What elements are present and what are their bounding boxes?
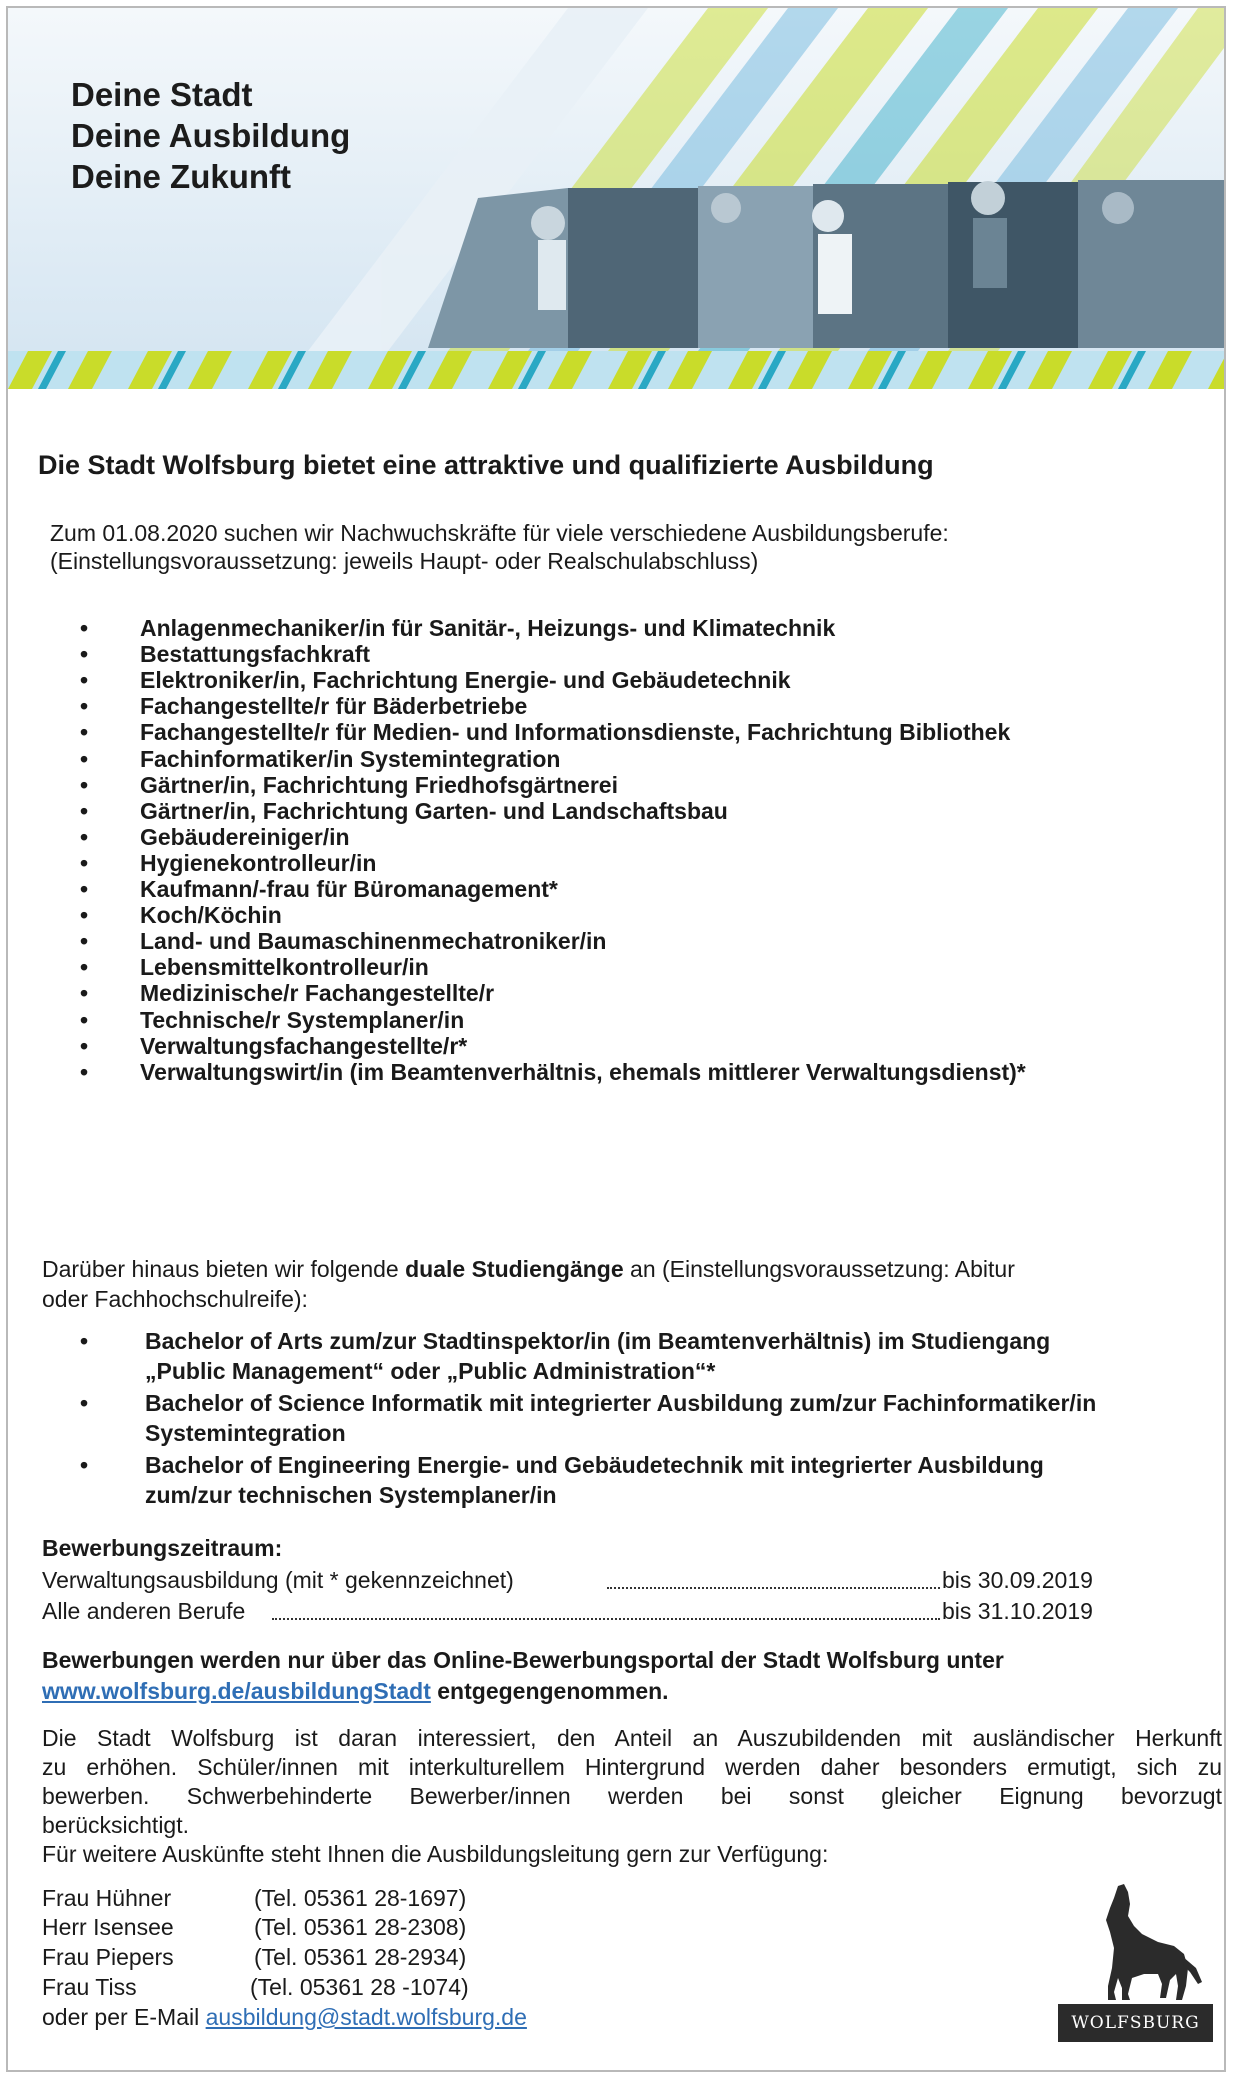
job-title: Medizinische/r Fachangestellte/r (140, 980, 495, 1007)
period-date: bis 31.10.2019 (942, 1598, 1093, 1624)
bullet-icon: • (80, 745, 89, 772)
photo-strip (428, 180, 1224, 348)
bullet-icon: • (80, 1032, 89, 1059)
bullet-icon: • (80, 902, 89, 929)
online-text: entgegengenommen. (430, 1678, 669, 1704)
dot-leader (272, 1618, 940, 1620)
wolfsburg-logo (1058, 1882, 1213, 2037)
job-title: Bestattungsfachkraft (140, 641, 371, 668)
application-portal-link[interactable]: www.wolfsburg.de/ausbildungStadt (42, 1678, 431, 1704)
study-title-line: zum/zur technischen Systemplaner/in (145, 1482, 557, 1508)
email-link[interactable]: ausbildung@stadt.wolfsburg.de (205, 2004, 527, 2030)
wolf-icon (1058, 1882, 1213, 2004)
contact-name: Herr Isensee (42, 1914, 174, 1940)
bullet-icon: • (80, 954, 89, 981)
period-label: Alle anderen Berufe (42, 1598, 246, 1624)
intro-line: Zum 01.08.2020 suchen wir Nachwuchskräfte für viele verschiedene Ausbildungsberufe: (50, 520, 949, 546)
tagline-line: Deine Ausbildung (71, 117, 351, 154)
job-title: Gebäudereiniger/in (140, 823, 350, 850)
dot-leader (607, 1587, 940, 1589)
study-title (145, 1388, 1220, 1448)
job-title: Gärtner/in, Fachrichtung Garten- und Landschaftsbau (140, 797, 728, 824)
period-date: bis 30.09.2019 (942, 1567, 1093, 1593)
job-title: Verwaltungsfachangestellte/r* (140, 1032, 468, 1059)
studies-intro (42, 1254, 1192, 1314)
bullet-icon: • (80, 797, 89, 824)
logo-wordmark: WOLFSBURG (1058, 2004, 1213, 2042)
bullet-icon: • (80, 667, 89, 694)
ad-frame (6, 6, 1226, 2072)
bullet-icon: • (80, 849, 89, 876)
contact-phone: (Tel. 05361 28 -1074) (250, 1974, 469, 2000)
study-title-line: Bachelor of Engineering Energie- und Gebäudetechnik mit integrierter Ausbildung (145, 1452, 1044, 1478)
job-title: Anlagenmechaniker/in für Sanitär-, Heizungs- und Klimatechnik (140, 615, 836, 641)
study-title-line: Systemintegration (145, 1420, 346, 1446)
contact-phone: (Tel. 05361 28-2308) (254, 1914, 467, 1940)
bullet-icon: • (80, 641, 89, 668)
bullet-icon: • (80, 693, 89, 720)
email-line (42, 2002, 527, 2032)
online-line: Bewerbungen werden nur über das Online-Bewerbungsportal der Stadt Wolfsburg unter (42, 1647, 1004, 1673)
contact-phone: (Tel. 05361 28-2934) (254, 1944, 467, 1970)
info-paragraph (42, 1724, 1222, 1869)
info-line: zu erhöhen. Schüler/innen mit interkulturellem Hintergrund werden daher besonders ermutigt, sich zu (42, 1754, 1222, 1780)
job-title: Lebensmittelkontrolleur/in (140, 954, 429, 981)
tagline-line: Deine Zukunft (71, 158, 291, 195)
contact-name: Frau Tiss (42, 1974, 137, 2000)
study-title-line: Bachelor of Science Informatik mit integrierter Ausbildung zum/zur Fachinformatiker/in (145, 1390, 1097, 1416)
bullet-icon: • (80, 1390, 89, 1416)
study-title (145, 1326, 1220, 1386)
period-row (42, 1565, 1102, 1595)
studies-intro-text: an (Einstellungsvoraussetzung: Abitur (623, 1256, 1015, 1282)
header-banner (8, 8, 1224, 392)
info-line: berücksichtigt. (42, 1812, 190, 1838)
job-title: Hygienekontrolleur/in (140, 849, 377, 876)
online-line (42, 1676, 1004, 1707)
bullet-icon: • (80, 876, 89, 902)
studies-intro-text: Darüber hinaus bieten wir folgende (42, 1256, 406, 1282)
email-prefix: oder per E-Mail (42, 2004, 206, 2030)
banner-graphic (8, 8, 1224, 392)
job-title: Technische/r Systemplaner/in (140, 1006, 465, 1033)
studies-intro-bold: duale Studiengänge (405, 1256, 624, 1282)
bullet-icon: • (80, 771, 89, 798)
study-title-line: Bachelor of Arts zum/zur Stadtinspektor/in (im Beamtenverhältnis) im Studiengang (145, 1328, 1051, 1354)
contact-phone: (Tel. 05361 28-1697) (254, 1885, 467, 1911)
intro-line: (Einstellungsvoraussetzung: jeweils Haupt- oder Realschulabschluss) (50, 548, 759, 574)
study-title-line: „Public Management“ oder „Public Administration“* (145, 1358, 716, 1384)
intro-text (50, 519, 949, 575)
job-title: Fachangestellte/r für Medien- und Informationsdienste, Fachrichtung Bibliothek (140, 719, 1011, 746)
job-title: Koch/Köchin (140, 902, 282, 929)
job-title: Kaufmann/-frau für Büromanagement* (140, 876, 558, 902)
info-line: bewerben. Schwerbehinderte Bewerber/innen werden bei sonst gleicher Eignung bevorzugt (42, 1783, 1222, 1809)
period-label: Verwaltungsausbildung (mit * gekennzeichnet) (42, 1567, 514, 1593)
job-title: Fachangestellte/r für Bäderbetriebe (140, 693, 528, 720)
studies-intro-line: oder Fachhochschulreife): (42, 1286, 308, 1312)
page-title: Die Stadt Wolfsburg bietet eine attraktive und qualifizierte Ausbildung (38, 450, 934, 480)
banner-tagline (71, 74, 350, 197)
bullet-icon: • (80, 928, 89, 955)
bullet-icon: • (80, 980, 89, 1007)
bullet-icon: • (80, 1452, 89, 1478)
contact-name: Frau Hühner (42, 1885, 172, 1911)
period-row (42, 1596, 1102, 1626)
job-title: Land- und Baumaschinenmechatroniker/in (140, 928, 607, 955)
bullet-icon: • (80, 1006, 89, 1033)
job-title: Fachinformatiker/in Systemintegration (140, 745, 561, 772)
job-title: Verwaltungswirt/in (im Beamtenverhältnis, ehemals mittlerer Verwaltungsdienst)* (140, 1058, 1026, 1085)
bullet-icon: • (80, 1328, 89, 1354)
job-title: Elektroniker/in, Fachrichtung Energie- und Gebäudetechnik (140, 667, 791, 694)
info-line: Für weitere Auskünfte steht Ihnen die Ausbildungsleitung gern zur Verfügung: (42, 1841, 829, 1867)
tagline-line: Deine Stadt (71, 76, 253, 113)
bullet-icon: • (80, 615, 89, 641)
bullet-icon: • (80, 1058, 89, 1085)
period-title: Bewerbungszeitraum: (42, 1535, 283, 1561)
job-title: Gärtner/in, Fachrichtung Friedhofsgärtnerei (140, 771, 618, 798)
studies-intro-line (42, 1254, 1192, 1284)
bullet-icon: • (80, 719, 89, 746)
info-line: Die Stadt Wolfsburg ist daran interessiert, den Anteil an Auszubildenden mit ausländischer Herkunft (42, 1725, 1222, 1751)
contact-name: Frau Piepers (42, 1944, 174, 1970)
study-title (145, 1450, 1220, 1510)
online-application-note (42, 1645, 1004, 1707)
bullet-icon: • (80, 823, 89, 850)
